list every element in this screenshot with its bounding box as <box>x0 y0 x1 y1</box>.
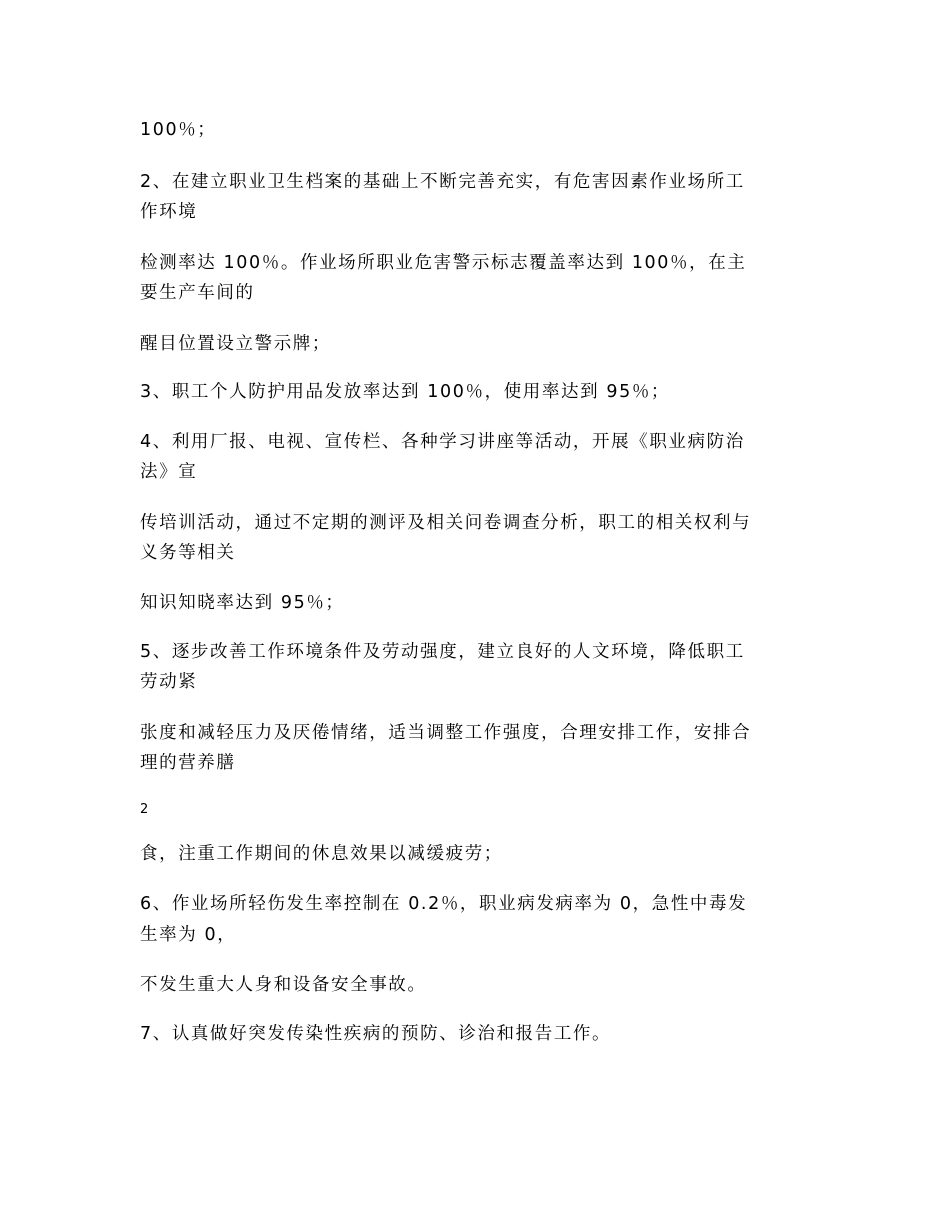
text-line: 5、逐步改善工作环境条件及劳动强度，建立良好的人文环境，降低职工 <box>140 642 745 662</box>
text-line: 100％； <box>140 120 217 140</box>
text-line: 2、在建立职业卫生档案的基础上不断完善充实，有危害因素作业场所工 <box>140 172 745 192</box>
text-line: 张度和减轻压力及厌倦情绪，适当调整工作强度，合理安排工作，安排合 <box>140 723 752 743</box>
text-line: 知识知晓率达到 95％； <box>140 593 345 613</box>
text-line: 法》宣 <box>140 462 198 482</box>
text-line: 不发生重大人身和设备安全事故。 <box>140 975 427 995</box>
text-line: 生率为 0， <box>140 925 237 945</box>
text-line: 劳动紧 <box>140 672 198 692</box>
page-number: 2 <box>140 802 149 817</box>
text-line: 醒目位置设立警示牌； <box>140 334 331 354</box>
text-line: 6、作业场所轻伤发生率控制在 0.2％，职业病发病率为 0，急性中毒发 <box>140 894 748 914</box>
text-line: 要生产车间的 <box>140 283 255 303</box>
text-line: 理的营养膳 <box>140 753 236 773</box>
text-line: 作环境 <box>140 202 198 222</box>
text-line: 传培训活动，通过不定期的测评及相关问卷调查分析，职工的相关权利与 <box>140 513 752 533</box>
text-line: 食，注重工作期间的休息效果以减缓疲劳； <box>140 844 503 864</box>
text-line: 3、职工个人防护用品发放率达到 100％，使用率达到 95％； <box>140 382 671 402</box>
text-line: 义务等相关 <box>140 543 236 563</box>
text-line: 4、利用厂报、电视、宣传栏、各种学习讲座等活动，开展《职业病防治 <box>140 432 745 452</box>
text-line: 检测率达 100％。作业场所职业危害警示标志覆盖率达到 100％，在主 <box>140 253 747 273</box>
text-line: 7、认真做好突发传染性疾病的预防、诊治和报告工作。 <box>140 1024 612 1044</box>
